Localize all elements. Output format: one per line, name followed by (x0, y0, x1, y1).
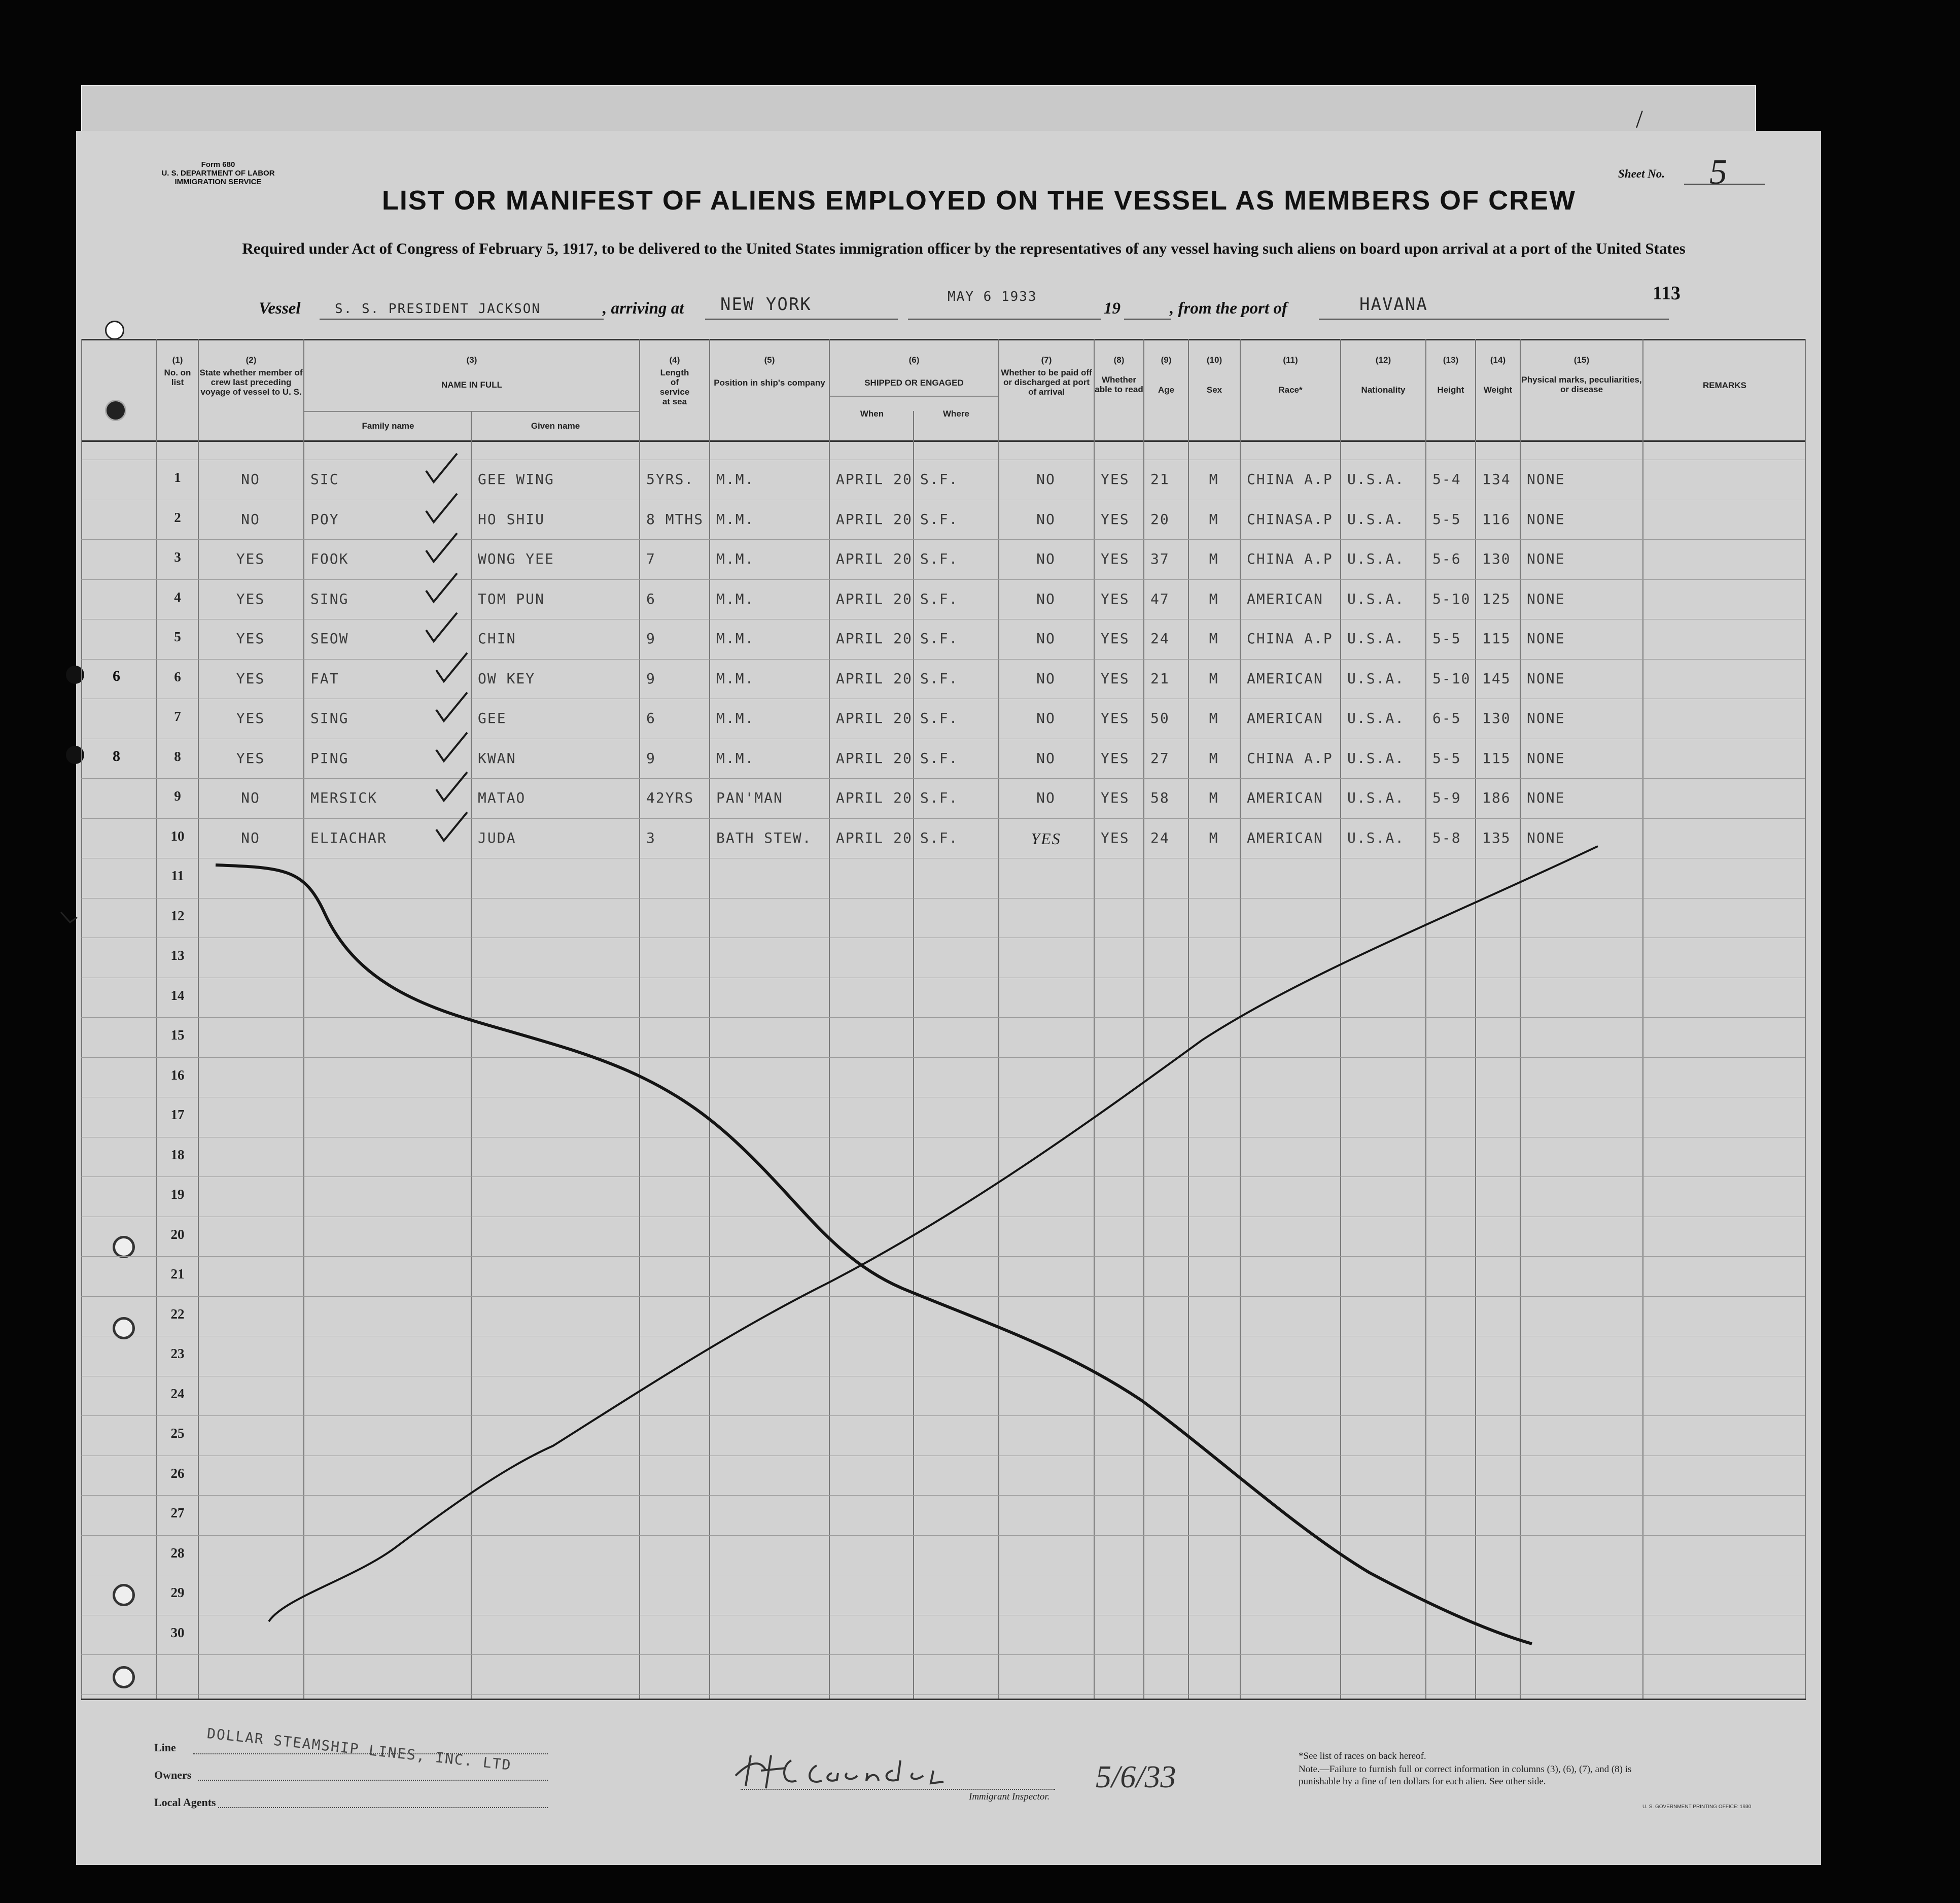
family-name-cell: SING (310, 590, 349, 607)
shipped-when-cell: APRIL 20 (836, 590, 913, 607)
length-of-service-cell: 3 (646, 829, 656, 846)
given-name-cell: CHIN (478, 630, 516, 647)
margin-number-8: 8 (113, 748, 120, 765)
age-cell: 24 (1150, 630, 1170, 647)
col-num: (1) (172, 355, 183, 365)
position-cell: M.M. (716, 550, 755, 567)
able-to-read-cell: YES (1101, 710, 1130, 726)
shipped-when-cell: APRIL 20 (836, 749, 913, 767)
departure-port: HAVANA (1359, 294, 1428, 315)
shipped-where-cell: S.F. (920, 550, 959, 567)
shipped-where-cell: S.F. (920, 749, 959, 767)
paid-off-cell: NO (1036, 749, 1056, 767)
shipped-when-cell: APRIL 20 (836, 471, 913, 488)
shipped-when-cell: APRIL 20 (836, 789, 913, 806)
agents-label: Local Agents (154, 1796, 216, 1809)
given-name-cell: JUDA (478, 829, 516, 846)
physical-marks-cell: NONE (1527, 550, 1565, 567)
shipped-where-cell: S.F. (920, 630, 959, 647)
col-label: Length of service at sea (659, 368, 690, 406)
col-num: (14) (1490, 355, 1506, 365)
physical-marks-cell: NONE (1527, 630, 1565, 647)
race-cell: CHINA A.P (1247, 630, 1333, 647)
col-num: (5) (764, 355, 775, 365)
sex-cell: M (1209, 630, 1219, 647)
length-of-service-cell: 9 (646, 670, 656, 687)
nationality-cell: U.S.A. (1347, 670, 1405, 687)
position-cell: M.M. (716, 471, 755, 488)
row-number: 19 (170, 1187, 185, 1202)
height-cell: 5-9 (1432, 789, 1461, 806)
row-number: 22 (170, 1306, 185, 1322)
able-to-read-cell: YES (1101, 749, 1130, 767)
able-to-read-cell: YES (1101, 471, 1130, 488)
service-name: IMMIGRATION SERVICE (174, 178, 262, 186)
shipped-where-cell: S.F. (920, 670, 959, 687)
nationality-cell: U.S.A. (1347, 510, 1405, 528)
row-number: 25 (170, 1426, 185, 1441)
col-num: (13) (1443, 355, 1459, 365)
position-cell: M.M. (716, 710, 755, 726)
row-number: 24 (170, 1386, 185, 1401)
race-cell: AMERICAN (1247, 670, 1323, 687)
vessel-label: Vessel (259, 299, 301, 318)
race-cell: CHINASA.P (1247, 510, 1333, 528)
previous-voyage-cell: YES (236, 749, 265, 767)
row-number: 26 (170, 1465, 185, 1481)
sex-cell: M (1209, 550, 1219, 567)
length-of-service-cell: 6 (646, 590, 656, 607)
length-of-service-cell: 9 (646, 749, 656, 767)
col-label: State whether member of crew last preceding voyage of vessel to U. S. (199, 368, 303, 397)
nationality-cell: U.S.A. (1347, 630, 1405, 647)
line-label: Line (154, 1741, 176, 1754)
given-name-cell: GEE (478, 710, 507, 726)
family-name-cell: MERSICK (310, 789, 378, 806)
row-number: 28 (170, 1545, 185, 1561)
from-label: , from the port of (1170, 299, 1287, 318)
col-subheader-given: Given name (531, 421, 580, 431)
previous-voyage-cell: NO (241, 471, 260, 488)
penalty-note: Note.—Failure to furnish full or correct information in columns (3), (6), (7), and (8) is punishable by a fine of ten dollars for each alien. See other side. (1299, 1764, 1632, 1787)
able-to-read-cell: YES (1101, 550, 1130, 567)
age-cell: 37 (1150, 550, 1170, 567)
position-cell: M.M. (716, 670, 755, 687)
shipped-when-cell: APRIL 20 (836, 550, 913, 567)
col-label: Nationality (1361, 385, 1406, 395)
paid-off-cell: YES (1031, 829, 1061, 848)
able-to-read-cell: YES (1101, 789, 1130, 806)
given-name-cell: MATAO (478, 789, 526, 806)
age-cell: 58 (1150, 789, 1170, 806)
paid-off-cell: NO (1036, 630, 1056, 647)
physical-marks-cell: NONE (1527, 471, 1565, 488)
col-label: No. on list (164, 368, 191, 387)
position-cell: M.M. (716, 749, 755, 767)
col-label: Race* (1278, 385, 1303, 395)
length-of-service-cell: 8 MTHS (646, 510, 704, 528)
vessel-name: S. S. PRESIDENT JACKSON (335, 301, 541, 317)
sex-cell: M (1209, 670, 1219, 687)
physical-marks-cell: NONE (1527, 710, 1565, 726)
form-number: Form 680 (201, 160, 235, 169)
weight-cell: 115 (1482, 630, 1511, 647)
col-label: Whether to be paid off or discharged at port of arrival (1001, 368, 1092, 397)
previous-voyage-cell: NO (241, 829, 260, 846)
nationality-cell: U.S.A. (1347, 710, 1405, 726)
year-label: 19 (1104, 299, 1121, 318)
inspector-label: Immigrant Inspector. (969, 1791, 1050, 1802)
shipped-where-cell: S.F. (920, 710, 959, 726)
age-cell: 27 (1150, 749, 1170, 767)
given-name-cell: HO SHIU (478, 510, 545, 528)
shipped-when-cell: APRIL 20 (836, 670, 913, 687)
race-cell: CHINA A.P (1247, 749, 1333, 767)
col-num: (2) (246, 355, 257, 365)
height-cell: 5-8 (1432, 829, 1461, 846)
document-subtitle: Required under Act of Congress of February 5, 1917, to be delivered to the United States immigration officer by the representatives of any vessel having such aliens on board upon arrival at a port of the United States (242, 239, 1686, 257)
margin-tick-mark (61, 912, 77, 922)
paid-off-cell: NO (1036, 710, 1056, 726)
nationality-cell: U.S.A. (1347, 590, 1405, 607)
length-of-service-cell: 9 (646, 630, 656, 647)
height-cell: 5-6 (1432, 550, 1461, 567)
col-num: (7) (1041, 355, 1052, 365)
nationality-cell: U.S.A. (1347, 471, 1405, 488)
paid-off-cell: NO (1036, 670, 1056, 687)
line-value: DOLLAR STEAMSHIP LINES, INC. LTD (206, 1725, 513, 1774)
weight-cell: 125 (1482, 590, 1511, 607)
weight-cell: 130 (1482, 710, 1511, 726)
age-cell: 21 (1150, 670, 1170, 687)
document-title: LIST OR MANIFEST OF ALIENS EMPLOYED ON THE VESSEL AS MEMBERS OF CREW (381, 185, 1577, 216)
col-num: (11) (1283, 355, 1298, 365)
sex-cell: M (1209, 510, 1219, 528)
shipped-where-cell: S.F. (920, 471, 959, 488)
col-num: (6) (908, 355, 920, 365)
sex-cell: M (1209, 710, 1219, 726)
shipped-when-cell: APRIL 20 (836, 510, 913, 528)
col-subheader-when: When (860, 409, 884, 419)
row-number: 5 (174, 629, 181, 644)
col-num: (15) (1573, 355, 1590, 365)
previous-voyage-cell: NO (241, 510, 260, 528)
family-name-cell: POY (310, 510, 339, 528)
weight-cell: 134 (1482, 471, 1511, 488)
family-name-cell: SEOW (310, 630, 349, 647)
col-num: (3) (466, 355, 477, 365)
length-of-service-cell: 7 (646, 550, 656, 567)
owners-label: Owners (154, 1769, 192, 1781)
paid-off-cell: NO (1036, 471, 1056, 488)
cross-stroke-descending (216, 865, 1532, 1644)
row-number: 18 (170, 1147, 185, 1162)
physical-marks-cell: NONE (1527, 749, 1565, 767)
position-cell: M.M. (716, 590, 755, 607)
shipped-where-cell: S.F. (920, 789, 959, 806)
paid-off-cell: NO (1036, 550, 1056, 567)
position-cell: PAN'MAN (716, 789, 784, 806)
family-name-cell: FAT (310, 670, 339, 687)
row-number: 11 (171, 868, 184, 883)
row-number: 15 (170, 1027, 185, 1043)
physical-marks-cell: NONE (1527, 510, 1565, 528)
row-number: 1 (174, 470, 181, 485)
races-note: *See list of races on back hereof. (1299, 1751, 1426, 1761)
weight-cell: 186 (1482, 789, 1511, 806)
margin-number-6: 6 (113, 668, 120, 684)
row-number: 3 (174, 549, 181, 565)
family-name-cell: PING (310, 749, 349, 767)
row-number: 4 (174, 589, 181, 605)
age-cell: 47 (1150, 590, 1170, 607)
sex-cell: M (1209, 471, 1219, 488)
col-label: Physical marks, peculiarities, or disease (1521, 375, 1642, 394)
col-label: Age (1158, 385, 1175, 395)
row-number: 2 (174, 509, 181, 525)
physical-marks-cell: NONE (1527, 829, 1565, 846)
col-label: SHIPPED OR ENGAGED (864, 378, 964, 388)
physical-marks-cell: NONE (1527, 670, 1565, 687)
row-number: 8 (174, 748, 181, 764)
col-num: (4) (669, 355, 680, 365)
row-number: 21 (170, 1266, 185, 1282)
given-name-cell: GEE WING (478, 471, 554, 488)
age-cell: 21 (1150, 471, 1170, 488)
col-label: Sex (1206, 385, 1222, 395)
row-number: 10 (170, 828, 185, 844)
row-number: 30 (170, 1624, 185, 1640)
height-cell: 5-10 (1432, 590, 1471, 607)
given-name-cell: OW KEY (478, 670, 536, 687)
row-number: 16 (170, 1067, 185, 1083)
weight-cell: 145 (1482, 670, 1511, 687)
agents-underline (218, 1807, 548, 1808)
col-label: REMARKS (1703, 380, 1746, 390)
able-to-read-cell: YES (1101, 590, 1130, 607)
col-num: (12) (1375, 355, 1391, 365)
physical-marks-cell: NONE (1527, 590, 1565, 607)
length-of-service-cell: 6 (646, 710, 656, 726)
previous-voyage-cell: YES (236, 710, 265, 726)
page-number: 113 (1653, 283, 1681, 304)
nationality-cell: U.S.A. (1347, 749, 1405, 767)
nationality-cell: U.S.A. (1347, 829, 1405, 846)
height-cell: 5-5 (1432, 749, 1461, 767)
row-number: 13 (170, 948, 185, 963)
length-of-service-cell: 5YRS. (646, 471, 694, 488)
previous-voyage-cell: YES (236, 670, 265, 687)
arrival-port: NEW YORK (720, 294, 812, 315)
height-cell: 5-4 (1432, 471, 1461, 488)
row-number: 14 (170, 987, 185, 1003)
sex-cell: M (1209, 829, 1219, 846)
race-cell: AMERICAN (1247, 710, 1323, 726)
race-cell: AMERICAN (1247, 789, 1323, 806)
row-number: 20 (170, 1226, 185, 1242)
family-name-cell: SING (310, 710, 349, 726)
sex-cell: M (1209, 590, 1219, 607)
row-number: 6 (174, 669, 181, 684)
race-cell: AMERICAN (1247, 590, 1323, 607)
shipped-when-cell: APRIL 20 (836, 710, 913, 726)
race-cell: CHINA A.P (1247, 550, 1333, 567)
corner-mark: / (1636, 105, 1643, 133)
position-cell: M.M. (716, 510, 755, 528)
height-cell: 5-5 (1432, 510, 1461, 528)
col-label: Weight (1483, 385, 1513, 395)
previous-voyage-cell: YES (236, 590, 265, 607)
signature-date: 5/6/33 (1096, 1760, 1176, 1794)
height-cell: 5-10 (1432, 670, 1471, 687)
col-num: (8) (1113, 355, 1125, 365)
cross-stroke-ascending (269, 846, 1598, 1621)
age-cell: 24 (1150, 829, 1170, 846)
col-label: Whether able to read (1095, 375, 1143, 394)
row-number: 12 (170, 908, 185, 923)
nationality-cell: U.S.A. (1347, 789, 1405, 806)
race-cell: AMERICAN (1247, 829, 1323, 846)
height-cell: 6-5 (1432, 710, 1461, 726)
department-name: U. S. DEPARTMENT OF LABOR (161, 169, 275, 178)
col-label: Position in ship's company (714, 378, 825, 388)
previous-voyage-cell: YES (236, 550, 265, 567)
family-name-cell: SIC (310, 471, 339, 488)
given-name-cell: TOM PUN (478, 590, 545, 607)
arriving-label: , arriving at (603, 299, 684, 318)
position-cell: M.M. (716, 630, 755, 647)
able-to-read-cell: YES (1101, 829, 1130, 846)
paid-off-cell: NO (1036, 789, 1056, 806)
previous-voyage-cell: YES (236, 630, 265, 647)
weight-cell: 130 (1482, 550, 1511, 567)
position-cell: BATH STEW. (716, 829, 812, 846)
row-number: 27 (170, 1505, 185, 1520)
shipped-where-cell: S.F. (920, 590, 959, 607)
row-number: 23 (170, 1346, 185, 1361)
inspector-underline (741, 1789, 1055, 1790)
sex-cell: M (1209, 789, 1219, 806)
sheet-number: 5 (1709, 153, 1727, 192)
col-subheader-family: Family name (362, 421, 414, 431)
shipped-when-cell: APRIL 20 (836, 630, 913, 647)
able-to-read-cell: YES (1101, 670, 1130, 687)
col-num: (9) (1161, 355, 1172, 365)
length-of-service-cell: 42YRS (646, 789, 694, 806)
able-to-read-cell: YES (1101, 630, 1130, 647)
family-name-cell: FOOK (310, 550, 349, 567)
weight-cell: 115 (1482, 749, 1511, 767)
col-label: NAME IN FULL (441, 380, 502, 390)
weight-cell: 116 (1482, 510, 1511, 528)
shipped-when-cell: APRIL 20 (836, 829, 913, 846)
row-number: 9 (174, 788, 181, 804)
weight-cell: 135 (1482, 829, 1511, 846)
shipped-where-cell: S.F. (920, 510, 959, 528)
age-cell: 20 (1150, 510, 1170, 528)
able-to-read-cell: YES (1101, 510, 1130, 528)
given-name-cell: WONG YEE (478, 550, 554, 567)
given-name-cell: KWAN (478, 749, 516, 767)
sheet-label: Sheet No. (1618, 167, 1665, 180)
paid-off-cell: NO (1036, 590, 1056, 607)
arrival-date: MAY 6 1933 (948, 289, 1037, 304)
previous-voyage-cell: NO (241, 789, 260, 806)
col-label: Height (1437, 385, 1464, 395)
paid-off-cell: NO (1036, 510, 1056, 528)
row-number: 7 (174, 709, 181, 724)
shipped-where-cell: S.F. (920, 829, 959, 846)
family-name-cell: ELIACHAR (310, 829, 387, 846)
race-cell: CHINA A.P (1247, 471, 1333, 488)
physical-marks-cell: NONE (1527, 789, 1565, 806)
age-cell: 50 (1150, 710, 1170, 726)
nationality-cell: U.S.A. (1347, 550, 1405, 567)
row-number: 17 (170, 1107, 185, 1122)
owners-underline (198, 1780, 548, 1781)
row-number: 29 (170, 1585, 185, 1600)
height-cell: 5-5 (1432, 630, 1461, 647)
col-num: (10) (1206, 355, 1222, 365)
printer-line: U. S. GOVERNMENT PRINTING OFFICE: 1930 (1642, 1804, 1752, 1810)
col-subheader-where: Where (943, 409, 969, 419)
sex-cell: M (1209, 749, 1219, 767)
